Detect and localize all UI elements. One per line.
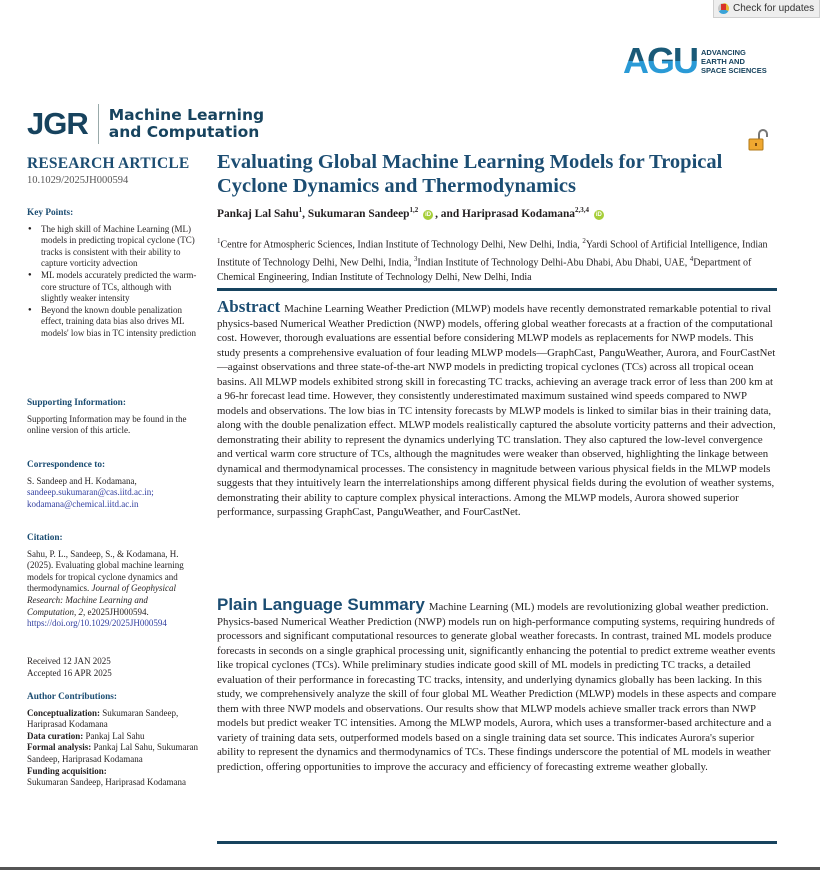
author-contributions xyxy=(27,692,199,789)
received-date: Received 12 JAN 2025 xyxy=(27,656,111,666)
contribution-item xyxy=(27,742,199,765)
contribution-role: Formal analysis: xyxy=(27,742,92,753)
key-points-heading: Key Points: xyxy=(27,208,74,218)
contributions-heading: Author Contributions: xyxy=(27,692,117,702)
contribution-names: Sukumaran Sandeep, Hariprasad Kodamana xyxy=(27,777,186,788)
contribution-names: Pankaj Lal Sahu xyxy=(85,730,145,741)
contribution-role: Data curation: xyxy=(27,730,84,741)
agu-tagline-line: EARTH AND xyxy=(701,56,745,66)
contribution-names: Sukumaran Sandeep, Hariprasad Kodamana xyxy=(27,707,179,730)
contribution-names: Pankaj Lal Sahu, Sukumaran Sandeep, Hariprasad Kodamana xyxy=(27,742,198,764)
correspondence-heading: Correspondence to: xyxy=(27,460,106,470)
author-name[interactable]: Pankaj Lal Sahu xyxy=(217,207,299,220)
affil-sup: 1 xyxy=(217,237,221,245)
plain-summary-heading: Plain Language Summary xyxy=(217,595,425,614)
email-link[interactable]: sandeep.sukumaran@cas.iitd.ac.in; xyxy=(27,487,154,498)
journal-logo xyxy=(27,104,264,144)
citation-tail: , e2025JH000594. xyxy=(83,606,149,617)
author-separator: , xyxy=(302,207,308,220)
contribution-item xyxy=(27,708,199,731)
author-affil-sup: 2,3,4 xyxy=(575,206,589,214)
supporting-text: Supporting Information may be found in the online version of this article. xyxy=(27,413,187,436)
affiliation: Centre for Atmospheric Sciences, Indian Institute of Technology Delhi, New Delhi, India, xyxy=(220,239,583,251)
email-link[interactable]: kodamana@chemical.iitd.ac.in xyxy=(27,498,139,509)
article-doi: 10.1029/2025JH000594 xyxy=(27,175,129,186)
author-affil-sup: 1,2 xyxy=(409,206,419,214)
contribution-item xyxy=(27,766,199,789)
supporting-information xyxy=(27,398,199,437)
affil-sup: 3 xyxy=(413,255,418,264)
agu-tagline xyxy=(701,48,767,75)
journal-name-line: and Computation xyxy=(108,123,260,141)
author-affil-sup: 1 xyxy=(298,206,303,214)
journal-name xyxy=(109,107,264,141)
article-title: Evaluating Global Machine Learning Models for Tropical Cyclone Dynamics and Thermodynamics xyxy=(217,151,723,197)
open-lock-icon xyxy=(748,129,770,151)
contribution-role: Conceptualization: xyxy=(27,707,100,718)
supporting-heading: Supporting Information: xyxy=(27,398,126,408)
plain-language-summary xyxy=(217,595,779,774)
journal-name-line: Machine Learning xyxy=(108,106,265,124)
affiliation: Yardi School of Artificial Intelligence, Indian Institute of Technology Delhi, New Delhi, India, xyxy=(217,239,768,269)
agu-mark: AGU xyxy=(623,40,697,81)
citation-heading: Citation: xyxy=(27,533,63,543)
abstract-text: Machine Learning Weather Prediction (MLWP) models have recently demonstrated remarkable potential to rival physics-based Numerical Weather Prediction (NWP) models, offering global weather forecasts at a fraction of the computational cost. However, thorough evaluations are essential before considering MLWP models as replacements for NWP models. This study presents a comprehensive evaluation of four leading MLWP models—GraphCast, PanguWeather, Aurora, and FourCastNet—against observations and three state-of-the-art NWP models in predicting tropical cyclones (TCs) across all tropical ocean basins. All MLWP models exhibited strong skill in forecasting TC tracks, achieving an average track error of less than 200 km at a 96-hr forecast lead time. However, they consistently underestimated maximum sustained wind speeds compared to NWP models and observations. The low bias in TC intensity forecasts by MLWP models is linked to similar bias in their training data, along with the double penalization effect. MLWP models realistically captured the absolute vorticity patterns and their advection, demonstrating their ability to represent the dynamics underlying TC translation. They also captured the low-level convergence and vertical warm core structure of TCs, although the magnitudes were weaker than observed, highlighting the linkage between dynamical and thermodynamical processes. The consistency in magnitude between various physical fields in the MLWP models suggests that they intuitively learn the interrelationships among different physical fields during the evolution of weather systems, demonstrating their ability to capture complex physical interactions. Among the MLWP models, Aurora showed superior performance, surpassing GraphCast, PanguWeather, and FourCastNet. xyxy=(217,303,776,518)
affil-sup: 2 xyxy=(582,237,586,245)
agu-logo xyxy=(623,40,767,81)
check-for-updates-button[interactable] xyxy=(713,0,820,18)
contribution-role: Funding acquisition: xyxy=(27,765,107,776)
citation-text xyxy=(27,549,199,619)
author-name[interactable]: Hariprasad Kodamana xyxy=(462,207,575,220)
jgr-mark: JGR xyxy=(27,106,88,141)
section-rule xyxy=(217,841,777,844)
key-points xyxy=(27,208,199,340)
section-rule xyxy=(217,288,777,291)
correspondence-names: S. Sandeep and H. Kodamana, xyxy=(27,475,137,486)
author-name[interactable]: Sukumaran Sandeep xyxy=(307,207,410,220)
affiliations xyxy=(217,234,792,285)
agu-tagline-line: SPACE SCIENCES xyxy=(701,65,767,75)
logo-divider xyxy=(98,104,99,144)
crossmark-icon xyxy=(718,3,729,14)
correspondence xyxy=(27,460,199,510)
author-list xyxy=(217,206,606,220)
check-updates-label: Check for updates xyxy=(733,3,815,14)
accepted-date: Accepted 16 APR 2025 xyxy=(27,667,112,678)
citation xyxy=(27,533,199,630)
abstract-heading: Abstract xyxy=(217,297,281,316)
article-type: RESEARCH ARTICLE xyxy=(27,155,190,172)
dates xyxy=(27,656,199,679)
agu-tagline-line: ADVANCING xyxy=(701,47,746,57)
affiliation: Department of Chemical Engineering, Indian Institute of Technology Delhi, New Delhi, India xyxy=(217,257,752,283)
key-point: ● The high skill of Machine Learning (ML) models in predicting tropical cyclone (TC) tracks is consistent with their ability to capture vorticity advection xyxy=(41,224,199,270)
citation-body: Sahu, P. L., Sandeep, S., & Kodamana, H. (2025). Evaluating global machine learning models for tropical cyclone dynamics and thermodynamics. xyxy=(27,548,184,594)
author-separator: , and xyxy=(435,207,463,220)
key-point: ● ML models accurately predicted the warm-core structure of TCs, although with slightly weaker intensity xyxy=(41,270,199,305)
contribution-item xyxy=(27,731,199,743)
citation-journal: Journal of Geophysical Research: Machine Learning and Computation, 2 xyxy=(27,583,176,617)
orcid-icon[interactable]: iD xyxy=(595,211,602,218)
plain-summary-text: Machine Learning (ML) models are revolutionizing global weather prediction. Physics-based Numerical Weather Prediction (NWP) models run on high-performance computing systems, requiring hundreds of processors and significant computational resources to generate global weather forecasts. In contrast, trained ML models produce forecasts in seconds on a single graphical processing unit, significantly enhancing the potential to predict extreme weather events like tropical cyclones (TCs). While preliminary studies indicate good skill of ML models in predicting TC tracks, a detailed evaluation of their performance in forecasting TC tracks, intensity, and underlying dynamics globally has been lacking. In this study, we comprehensively analyze the skill of four global ML Weather Prediction (MLWP) models in these aspects and compare them with three NWP models and observations. Our results show that MLWP models achieve smaller track errors than NWP models but predict weaker TC intensities. Among the MLWP models, Aurora, which uses a transformer-based architecture and a variety of training data sets, outperformed models based on a single training data set source. This indicates Aurora's superior ability to represent the dynamics and thermodynamics of TCs. These findings underscore the potential of ML models in weather prediction, offering opportunities to improve the accuracy and efficiency of forecasting extreme weather globally. xyxy=(217,601,777,773)
abstract xyxy=(217,297,779,520)
orcid-icon[interactable]: iD xyxy=(425,211,432,218)
citation-doi-link[interactable]: https://doi.org/10.1029/2025JH000594 xyxy=(27,618,167,629)
affiliation: Indian Institute of Technology Delhi-Abu Dhabi, Abu Dhabi, UAE, xyxy=(417,257,690,269)
key-point: ● Beyond the known double penalization effect, training data bias also drives ML models' low bias in TC intensity prediction xyxy=(41,305,199,340)
affil-sup: 4 xyxy=(689,255,694,264)
